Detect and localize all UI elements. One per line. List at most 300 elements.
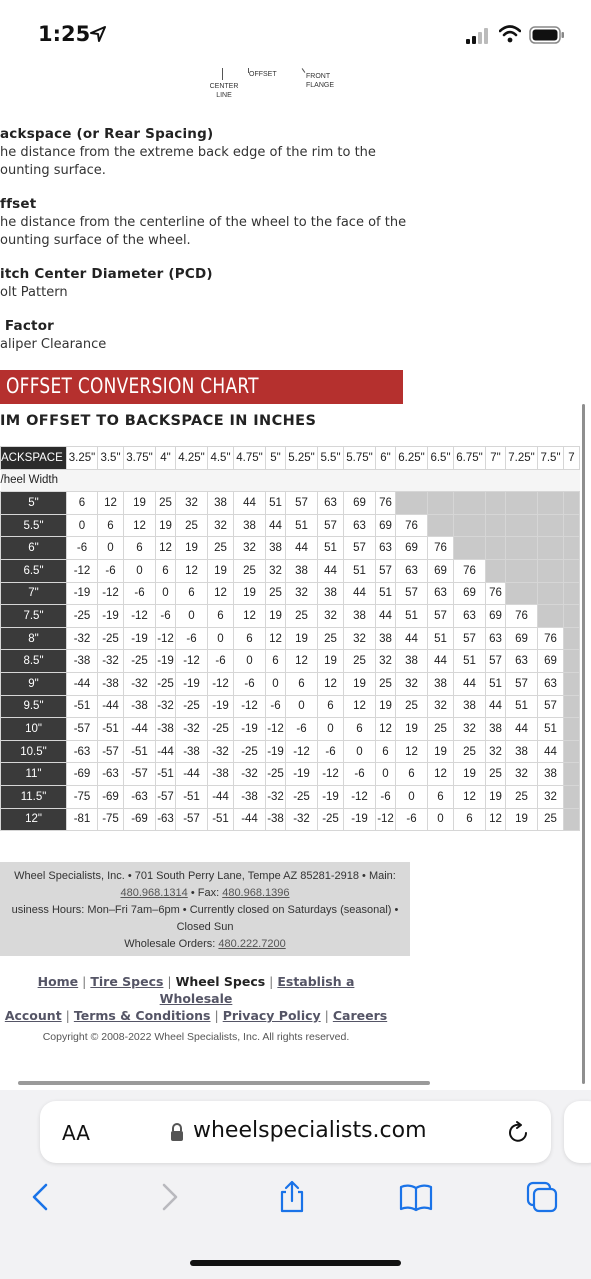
table-cell: 51	[538, 718, 564, 741]
empty-cell	[564, 627, 580, 650]
nav-separator: |	[320, 1008, 333, 1023]
copyright-text: Copyright © 2008-2022 Wheel Specialists, Inc. All rights reserved.	[42, 1031, 350, 1043]
table-cell: 19	[486, 785, 506, 808]
table-cell: -44	[98, 695, 124, 718]
empty-cell	[564, 492, 580, 515]
table-cell: 51	[318, 537, 344, 560]
table-cell: -6	[234, 672, 266, 695]
table-cell: 19	[396, 718, 428, 741]
column-header: 4.25"	[176, 447, 208, 470]
table-cell: 0	[266, 672, 286, 695]
table-row	[1, 605, 580, 628]
footer-contact	[0, 862, 410, 956]
table-cell: -12	[286, 740, 318, 763]
table-cell: 32	[396, 672, 428, 695]
table-cell: -32	[67, 627, 98, 650]
table-cell: 38	[538, 763, 564, 786]
tabs-icon[interactable]	[525, 1180, 559, 1214]
table-cell: 51	[454, 650, 486, 673]
table-cell: -19	[67, 582, 98, 605]
table-cell: 76	[454, 559, 486, 582]
table-cell: -12	[344, 785, 376, 808]
column-header: 6.25"	[396, 447, 428, 470]
row-label: 12"	[1, 808, 67, 831]
column-header: 4.75"	[234, 447, 266, 470]
table-cell: -25	[67, 605, 98, 628]
chart-banner-title: OFFSET CONVERSION CHART	[6, 374, 259, 398]
table-row	[1, 492, 580, 515]
empty-cell	[538, 582, 564, 605]
table-cell: 12	[318, 672, 344, 695]
table-cell: 76	[486, 582, 506, 605]
table-cell: 63	[538, 672, 564, 695]
column-header: 6.75"	[454, 447, 486, 470]
definition-title: ackspace (or Rear Spacing)	[0, 126, 214, 142]
table-cell: 44	[286, 537, 318, 560]
table-cell: 0	[286, 695, 318, 718]
table-cell: 69	[506, 627, 538, 650]
wheel-width-label: /heel Width	[1, 469, 580, 492]
table-cell: 12	[156, 537, 176, 560]
table-cell: 38	[396, 650, 428, 673]
table-cell: -44	[208, 785, 234, 808]
table-cell: 57	[376, 559, 396, 582]
forward-icon[interactable]	[152, 1180, 186, 1214]
table-cell: -6	[396, 808, 428, 831]
empty-cell	[564, 718, 580, 741]
row-label: 11"	[1, 763, 67, 786]
empty-cell	[538, 537, 564, 560]
offset-label: OFFSET	[249, 71, 277, 78]
table-cell: 63	[396, 559, 428, 582]
table-cell: 19	[454, 763, 486, 786]
location-arrow-icon	[90, 26, 106, 42]
offset-conversion-table	[0, 446, 580, 831]
empty-cell	[428, 514, 454, 537]
table-cell: 0	[156, 582, 176, 605]
column-header: 7"	[486, 447, 506, 470]
reader-aa-button[interactable]: AA	[62, 1121, 90, 1145]
table-cell: 51	[344, 559, 376, 582]
next-tab-preview[interactable]	[564, 1101, 591, 1163]
table-cell: 19	[234, 582, 266, 605]
table-cell: -69	[124, 808, 156, 831]
table-cell: 19	[266, 605, 286, 628]
table-cell: 76	[376, 492, 396, 515]
table-row	[1, 537, 580, 560]
url-text[interactable]: wheelspecialists.com	[193, 1118, 427, 1143]
table-cell: -38	[124, 695, 156, 718]
table-cell: -19	[98, 605, 124, 628]
cellular-signal-icon	[466, 28, 492, 44]
nav-establish-wholesale-link[interactable]: Establish a Wholesale	[159, 974, 355, 1006]
empty-cell	[538, 514, 564, 537]
table-cell: 25	[428, 718, 454, 741]
table-cell: -19	[266, 740, 286, 763]
table-cell: 69	[454, 582, 486, 605]
wheel-width-row	[1, 469, 580, 492]
table-cell: 32	[286, 582, 318, 605]
table-row	[1, 582, 580, 605]
table-cell: -12	[124, 605, 156, 628]
footer-nav	[0, 973, 392, 1024]
table-row	[1, 695, 580, 718]
table-cell: -6	[98, 559, 124, 582]
empty-cell	[454, 514, 486, 537]
table-cell: 0	[376, 763, 396, 786]
table-cell: -81	[67, 808, 98, 831]
fax-label: • Fax:	[187, 887, 223, 899]
table-cell: -6	[344, 763, 376, 786]
column-header: 4.5"	[208, 447, 234, 470]
empty-cell	[564, 605, 580, 628]
table-cell: -19	[176, 672, 208, 695]
table-cell: -51	[67, 695, 98, 718]
table-cell: -38	[176, 740, 208, 763]
reload-icon[interactable]	[507, 1120, 531, 1144]
table-cell: -44	[156, 740, 176, 763]
table-cell: -69	[67, 763, 98, 786]
definition-offset	[0, 196, 410, 250]
table-cell: 25	[286, 605, 318, 628]
table-cell: 0	[98, 537, 124, 560]
table-cell: 12	[234, 605, 266, 628]
row-label: 6.5"	[1, 559, 67, 582]
table-cell: 6	[376, 740, 396, 763]
table-cell: -51	[208, 808, 234, 831]
main-phone-link[interactable]: 480.968.1314	[120, 887, 188, 899]
empty-cell	[486, 559, 506, 582]
table-cell: -12	[234, 695, 266, 718]
table-cell: -32	[176, 718, 208, 741]
horizontal-scrollbar[interactable]	[18, 1081, 430, 1085]
table-cell: -51	[156, 763, 176, 786]
empty-cell	[428, 492, 454, 515]
table-cell: 25	[266, 582, 286, 605]
row-label: 8"	[1, 627, 67, 650]
table-cell: 6	[318, 695, 344, 718]
table-cell: -25	[286, 785, 318, 808]
table-cell: 44	[376, 605, 396, 628]
empty-cell	[564, 672, 580, 695]
table-cell: -12	[176, 650, 208, 673]
table-cell: -32	[286, 808, 318, 831]
table-row	[1, 514, 580, 537]
table-cell: -63	[124, 785, 156, 808]
table-cell: -25	[318, 808, 344, 831]
table-cell: -51	[98, 718, 124, 741]
table-cell: 12	[286, 650, 318, 673]
table-cell: 57	[344, 537, 376, 560]
table-cell: 0	[67, 514, 98, 537]
table-cell: 44	[506, 718, 538, 741]
table-cell: -19	[124, 627, 156, 650]
table-cell: 76	[396, 514, 428, 537]
table-cell: 57	[486, 650, 506, 673]
table-cell: -19	[234, 718, 266, 741]
table-cell: 44	[318, 559, 344, 582]
table-cell: -38	[208, 763, 234, 786]
table-cell: 19	[344, 672, 376, 695]
table-cell: 57	[396, 582, 428, 605]
table-cell: 32	[506, 763, 538, 786]
table-row	[1, 763, 580, 786]
table-cell: 6	[208, 605, 234, 628]
table-cell: 32	[176, 492, 208, 515]
definition-title: itch Center Diameter (PCD)	[0, 266, 213, 282]
table-cell: 12	[208, 582, 234, 605]
table-cell: 44	[486, 695, 506, 718]
table-cell: 69	[428, 559, 454, 582]
table-cell: 19	[208, 559, 234, 582]
table-cell: 76	[538, 627, 564, 650]
table-cell: 12	[376, 718, 396, 741]
bookmarks-icon[interactable]	[399, 1180, 433, 1214]
table-cell: -38	[266, 808, 286, 831]
table-cell: -25	[234, 740, 266, 763]
table-cell: -44	[176, 763, 208, 786]
definition-backspace	[0, 126, 410, 180]
table-cell: 6	[396, 763, 428, 786]
closed-sun: Closed Sun	[176, 921, 234, 933]
table-cell: 12	[176, 559, 208, 582]
row-label: 10"	[1, 718, 67, 741]
table-cell: 0	[234, 650, 266, 673]
table-cell: 6	[67, 492, 98, 515]
empty-cell	[564, 650, 580, 673]
table-cell: 32	[454, 718, 486, 741]
table-cell: 6	[428, 785, 454, 808]
table-cell: 19	[506, 808, 538, 831]
table-cell: -57	[156, 785, 176, 808]
column-header: 6.5"	[428, 447, 454, 470]
table-cell: 44	[266, 514, 286, 537]
table-cell: -63	[156, 808, 176, 831]
nav-privacy-link[interactable]: Privacy Policy	[222, 1008, 321, 1023]
table-cell: 12	[454, 785, 486, 808]
row-label: 9"	[1, 672, 67, 695]
table-cell: 63	[486, 627, 506, 650]
table-cell: -44	[124, 718, 156, 741]
table-cell: -12	[67, 559, 98, 582]
fax-phone-link[interactable]: 480.968.1396	[222, 887, 290, 899]
nav-separator: |	[61, 1008, 74, 1023]
nav-terms-link[interactable]: Terms & Conditions	[73, 1008, 211, 1023]
table-cell: 51	[396, 605, 428, 628]
table-cell: -44	[234, 808, 266, 831]
table-cell: -32	[266, 785, 286, 808]
table-cell: 25	[234, 559, 266, 582]
table-cell: -25	[266, 763, 286, 786]
table-row	[1, 672, 580, 695]
table-cell: 38	[376, 627, 396, 650]
column-header: 3.75"	[124, 447, 156, 470]
table-cell: -6	[376, 785, 396, 808]
column-header: 3.5"	[98, 447, 124, 470]
table-cell: -19	[156, 650, 176, 673]
table-cell: 51	[486, 672, 506, 695]
table-cell: 0	[318, 718, 344, 741]
footer-address: Wheel Specialists, Inc. • 701 South Perry Lane, Tempe AZ 85281-2918 • Main:	[14, 870, 396, 882]
table-cell: 12	[98, 492, 124, 515]
table-body	[1, 492, 580, 831]
row-label: 8.5"	[1, 650, 67, 673]
empty-cell	[506, 514, 538, 537]
nav-separator: |	[163, 974, 176, 989]
empty-cell	[454, 537, 486, 560]
table-cell: 0	[396, 785, 428, 808]
share-icon[interactable]	[275, 1180, 309, 1214]
empty-cell	[564, 514, 580, 537]
table-cell: 6	[98, 514, 124, 537]
row-label: 5"	[1, 492, 67, 515]
table-cell: -32	[156, 695, 176, 718]
empty-cell	[564, 808, 580, 831]
table-row	[1, 785, 580, 808]
table-row	[1, 808, 580, 831]
table-cell: 63	[506, 650, 538, 673]
table-cell: 25	[176, 514, 208, 537]
table-cell: 12	[266, 627, 286, 650]
table-cell: -19	[208, 695, 234, 718]
table-cell: -12	[208, 672, 234, 695]
table-cell: 44	[538, 740, 564, 763]
empty-cell	[564, 763, 580, 786]
table-cell: 51	[266, 492, 286, 515]
table-cell: 32	[486, 740, 506, 763]
table-cell: 57	[286, 492, 318, 515]
table-cell: 57	[506, 672, 538, 695]
table-cell: -6	[156, 605, 176, 628]
vertical-scrollbar[interactable]	[582, 404, 585, 1084]
column-header: 4"	[156, 447, 176, 470]
row-label: 6"	[1, 537, 67, 560]
empty-cell	[506, 537, 538, 560]
chart-banner	[0, 370, 403, 404]
table-cell: -57	[124, 763, 156, 786]
empty-cell	[486, 537, 506, 560]
empty-cell	[538, 559, 564, 582]
empty-cell	[506, 559, 538, 582]
table-cell: -32	[234, 763, 266, 786]
table-cell: 63	[428, 582, 454, 605]
table-cell: 38	[208, 492, 234, 515]
nav-home-link[interactable]: Home	[37, 974, 79, 989]
table-cell: 25	[396, 695, 428, 718]
table-cell: 12	[344, 695, 376, 718]
empty-cell	[506, 492, 538, 515]
nav-separator: |	[210, 1008, 223, 1023]
row-label: 11.5"	[1, 785, 67, 808]
table-cell: -12	[266, 718, 286, 741]
lock-icon	[170, 1122, 184, 1142]
table-cell: 6	[124, 537, 156, 560]
table-cell: 6	[344, 718, 376, 741]
table-cell: 19	[156, 514, 176, 537]
wholesale-phone-link[interactable]: 480.222.7200	[218, 938, 286, 950]
column-header: 7.5"	[538, 447, 564, 470]
empty-cell	[564, 740, 580, 763]
table-cell: 12	[486, 808, 506, 831]
table-cell: -32	[208, 740, 234, 763]
empty-cell	[486, 492, 506, 515]
table-cell: -38	[156, 718, 176, 741]
table-cell: 38	[428, 672, 454, 695]
table-cell: -75	[67, 785, 98, 808]
nav-tire-specs-link[interactable]: Tire Specs	[90, 974, 164, 989]
offset-table-container[interactable]	[0, 446, 591, 831]
table-cell: 32	[266, 559, 286, 582]
table-cell: 6	[454, 808, 486, 831]
table-cell: -19	[344, 808, 376, 831]
table-cell: -57	[98, 740, 124, 763]
table-cell: 0	[208, 627, 234, 650]
column-header: 5.75"	[344, 447, 376, 470]
table-cell: -12	[98, 582, 124, 605]
table-cell: 57	[538, 695, 564, 718]
nav-account-link[interactable]: Account	[4, 1008, 62, 1023]
table-cell: -63	[98, 763, 124, 786]
table-cell: 63	[454, 605, 486, 628]
table-cell: 32	[234, 537, 266, 560]
definition-body: olt Pattern	[0, 285, 68, 300]
table-cell: 57	[318, 514, 344, 537]
nav-careers-link[interactable]: Careers	[332, 1008, 388, 1023]
table-cell: -69	[98, 785, 124, 808]
table-cell: 69	[486, 605, 506, 628]
table-cell: 0	[428, 808, 454, 831]
table-cell: -19	[286, 763, 318, 786]
column-header: 5.5"	[318, 447, 344, 470]
table-cell: 38	[506, 740, 538, 763]
table-cell: 32	[538, 785, 564, 808]
table-cell: 25	[344, 650, 376, 673]
table-cell: 76	[428, 537, 454, 560]
table-cell: -51	[124, 740, 156, 763]
table-cell: 6	[176, 582, 208, 605]
column-header: 6"	[376, 447, 396, 470]
table-cell: 25	[208, 537, 234, 560]
table-cell: 12	[396, 740, 428, 763]
table-cell: 25	[538, 808, 564, 831]
front-flange-label: FRONT FLANGE	[306, 73, 335, 89]
row-label: 5.5"	[1, 514, 67, 537]
table-cell: 44	[396, 627, 428, 650]
table-cell: 25	[454, 740, 486, 763]
definition-body: he distance from the centerline of the wheel to the face of the ounting surface of the wheel.	[0, 215, 407, 248]
table-cell: 19	[376, 695, 396, 718]
table-header-row	[1, 447, 580, 470]
table-cell: -6	[124, 582, 156, 605]
table-cell: 12	[428, 763, 454, 786]
back-icon[interactable]	[24, 1180, 58, 1214]
table-cell: 38	[344, 605, 376, 628]
column-header: 5.25"	[286, 447, 318, 470]
table-row	[1, 627, 580, 650]
definition-body: aliper Clearance	[0, 337, 107, 352]
center-line-marker	[222, 68, 223, 80]
table-cell: -6	[208, 650, 234, 673]
table-cell: 63	[344, 514, 376, 537]
table-row	[1, 650, 580, 673]
table-cell: -63	[67, 740, 98, 763]
table-cell: -25	[124, 650, 156, 673]
table-cell: 44	[234, 492, 266, 515]
table-cell: 6	[286, 672, 318, 695]
table-cell: 0	[124, 559, 156, 582]
table-cell: 25	[486, 763, 506, 786]
table-cell: 12	[124, 514, 156, 537]
